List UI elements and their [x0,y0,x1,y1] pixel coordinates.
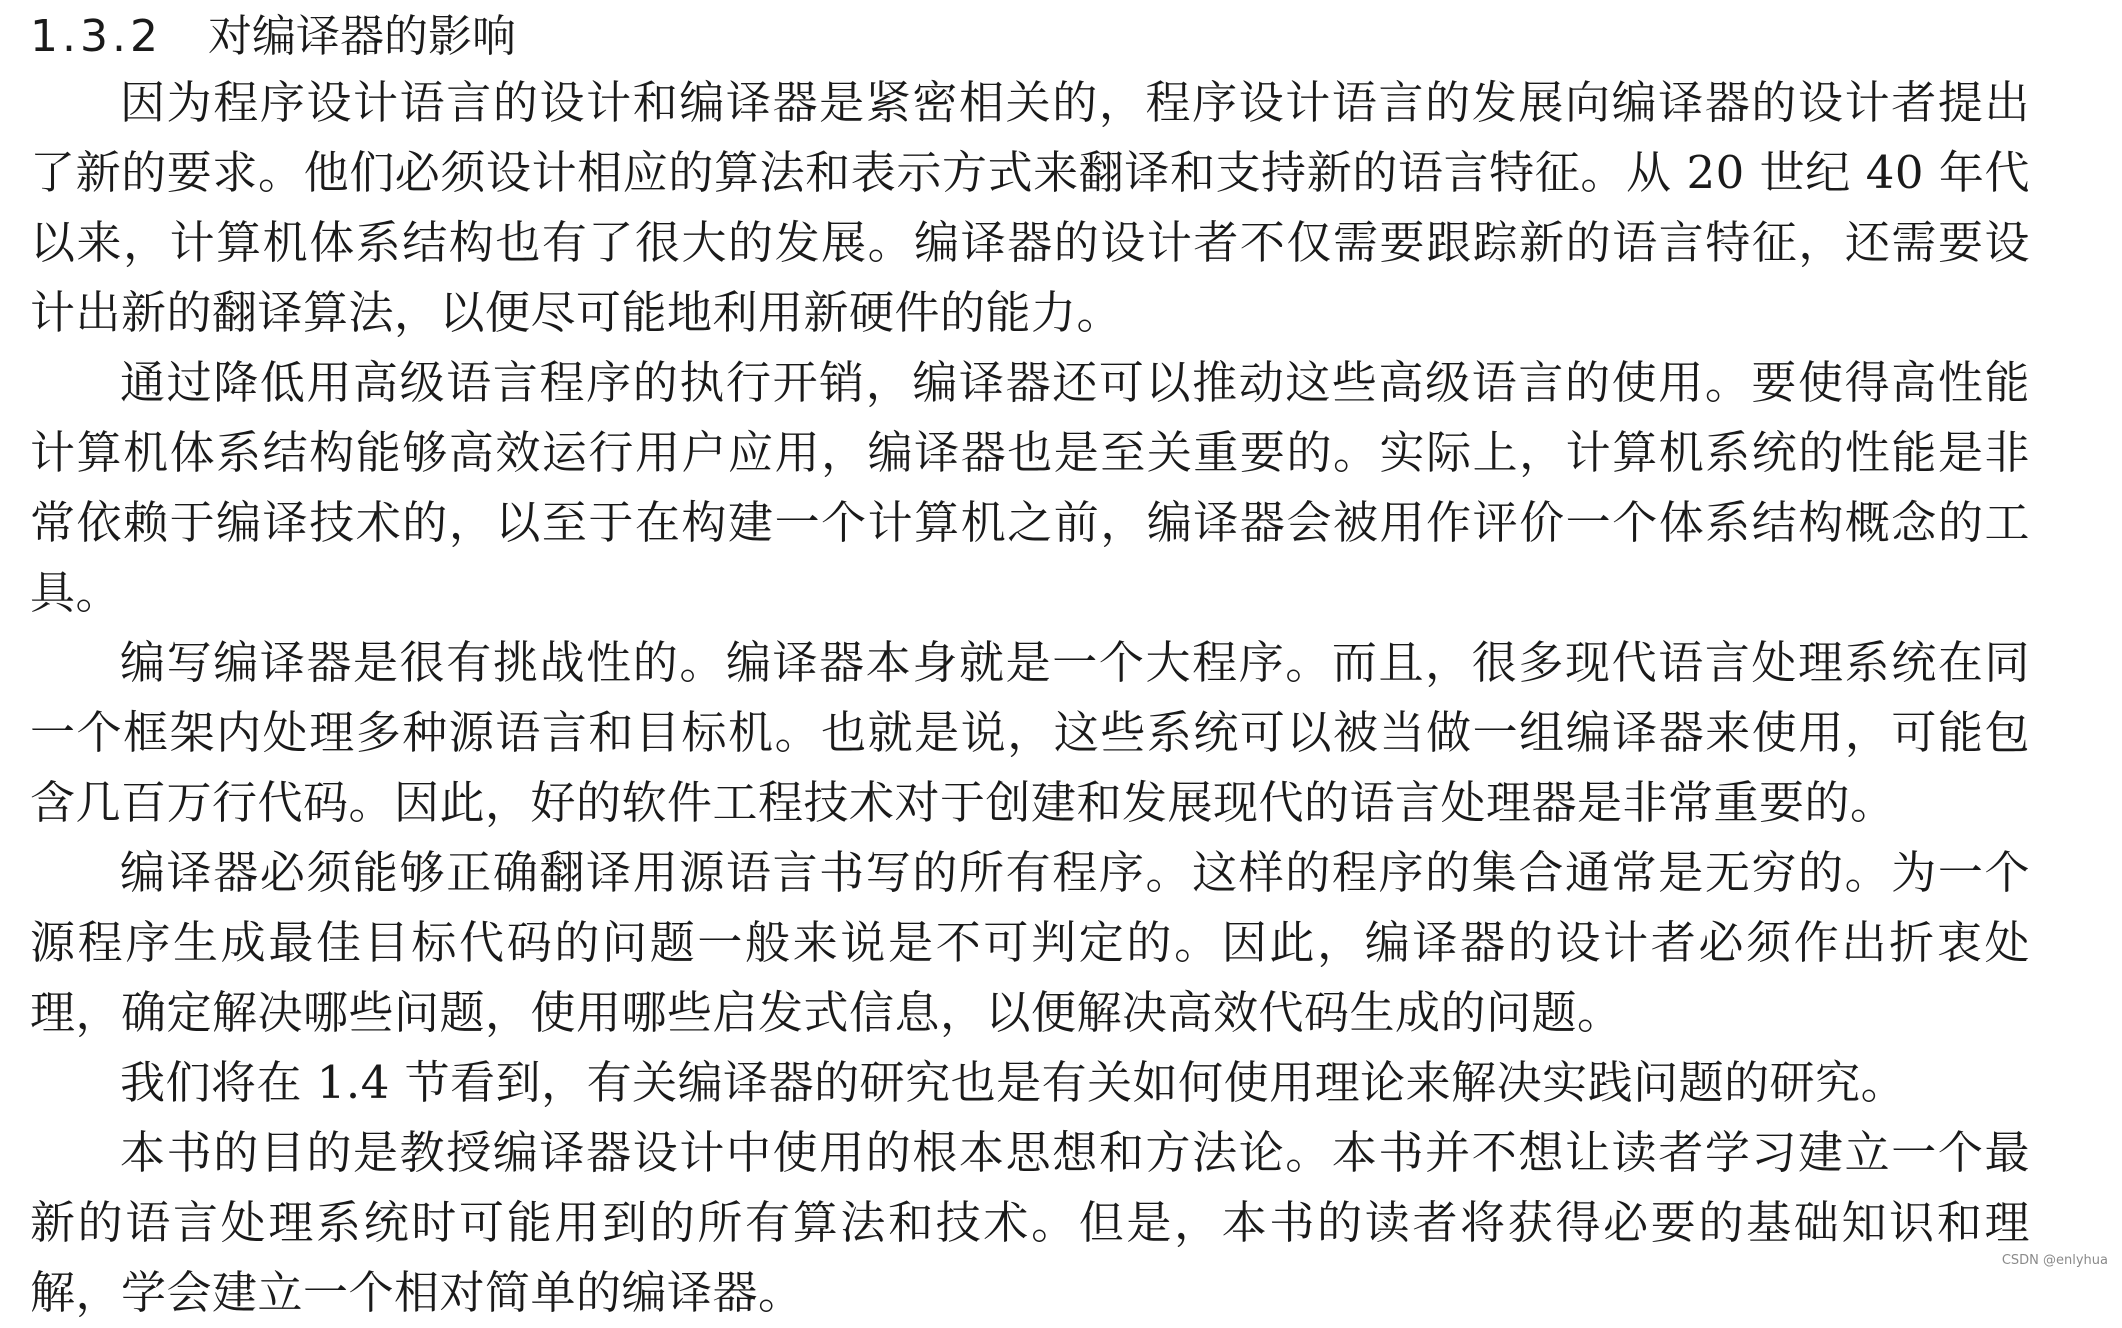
watermark: CSDN @enlyhua [2001,1253,2108,1268]
paragraph-theory-practice: 我们将在 1.4 节看到，有关编译器的研究也是有关如何使用理论来解决实践问题的研究。 [120,1056,1907,1109]
paragraph-book-purpose: 本书的目的是教授编译器设计中使用的根本思想和方法论。本书并不想让读者学习建立一个最新的语言处理系统时可能用到的所有算法和技术。但是，本书的读者将获得必要的基础知识和理解，学会建立一个相对简单的编译器。 [30,1126,2030,1319]
section-title: 对编译器的影响 [207,11,516,62]
paragraph-challenge: 编写编译器是很有挑战性的。编译器本身就是一个大程序。而且，很多现代语言处理系统在同一个框架内处理多种源语言和目标机。也就是说，这些系统可以被当做一组编译器来使用，可能包含几百万行代码。因此，好的软件工程技术对于创建和发展现代的语言处理器是非常重要的。 [30,636,2030,829]
section-number: 1.3.2 [30,11,162,62]
paragraph-correctness: 编译器必须能够正确翻译用源语言书写的所有程序。这样的程序的集合通常是无穷的。为一个源程序生成最佳目标代码的问题一般来说是不可判定的。因此，编译器的设计者必须作出折衷处理，确定解决哪些问题，使用哪些启发式信息，以便解决高效代码生成的问题。 [30,846,2030,1039]
paragraph-performance: 通过降低用高级语言程序的执行开销，编译器还可以推动这些高级语言的使用。要使得高性能计算机体系结构能够高效运行用户应用，编译器也是至关重要的。实际上，计算机系统的性能是非常依赖于编译技术的，以至于在构建一个计算机之前，编译器会被用作评价一个体系结构概念的工具。 [30,356,2030,619]
document-page [30,6,2030,1328]
paragraph-language-design: 因为程序设计语言的设计和编译器是紧密相关的，程序设计语言的发展向编译器的设计者提出了新的要求。他们必须设计相应的算法和表示方式来翻译和支持新的语言特征。从 20 世纪 40 年代以来，计算机体系结构也有了很大的发展。编译器的设计者不仅需要跟踪新的语言特征，还需要设计出新的翻译算法，以便尽可能地利用新硬件的能力。 [30,76,2030,339]
section-heading [30,6,2030,68]
